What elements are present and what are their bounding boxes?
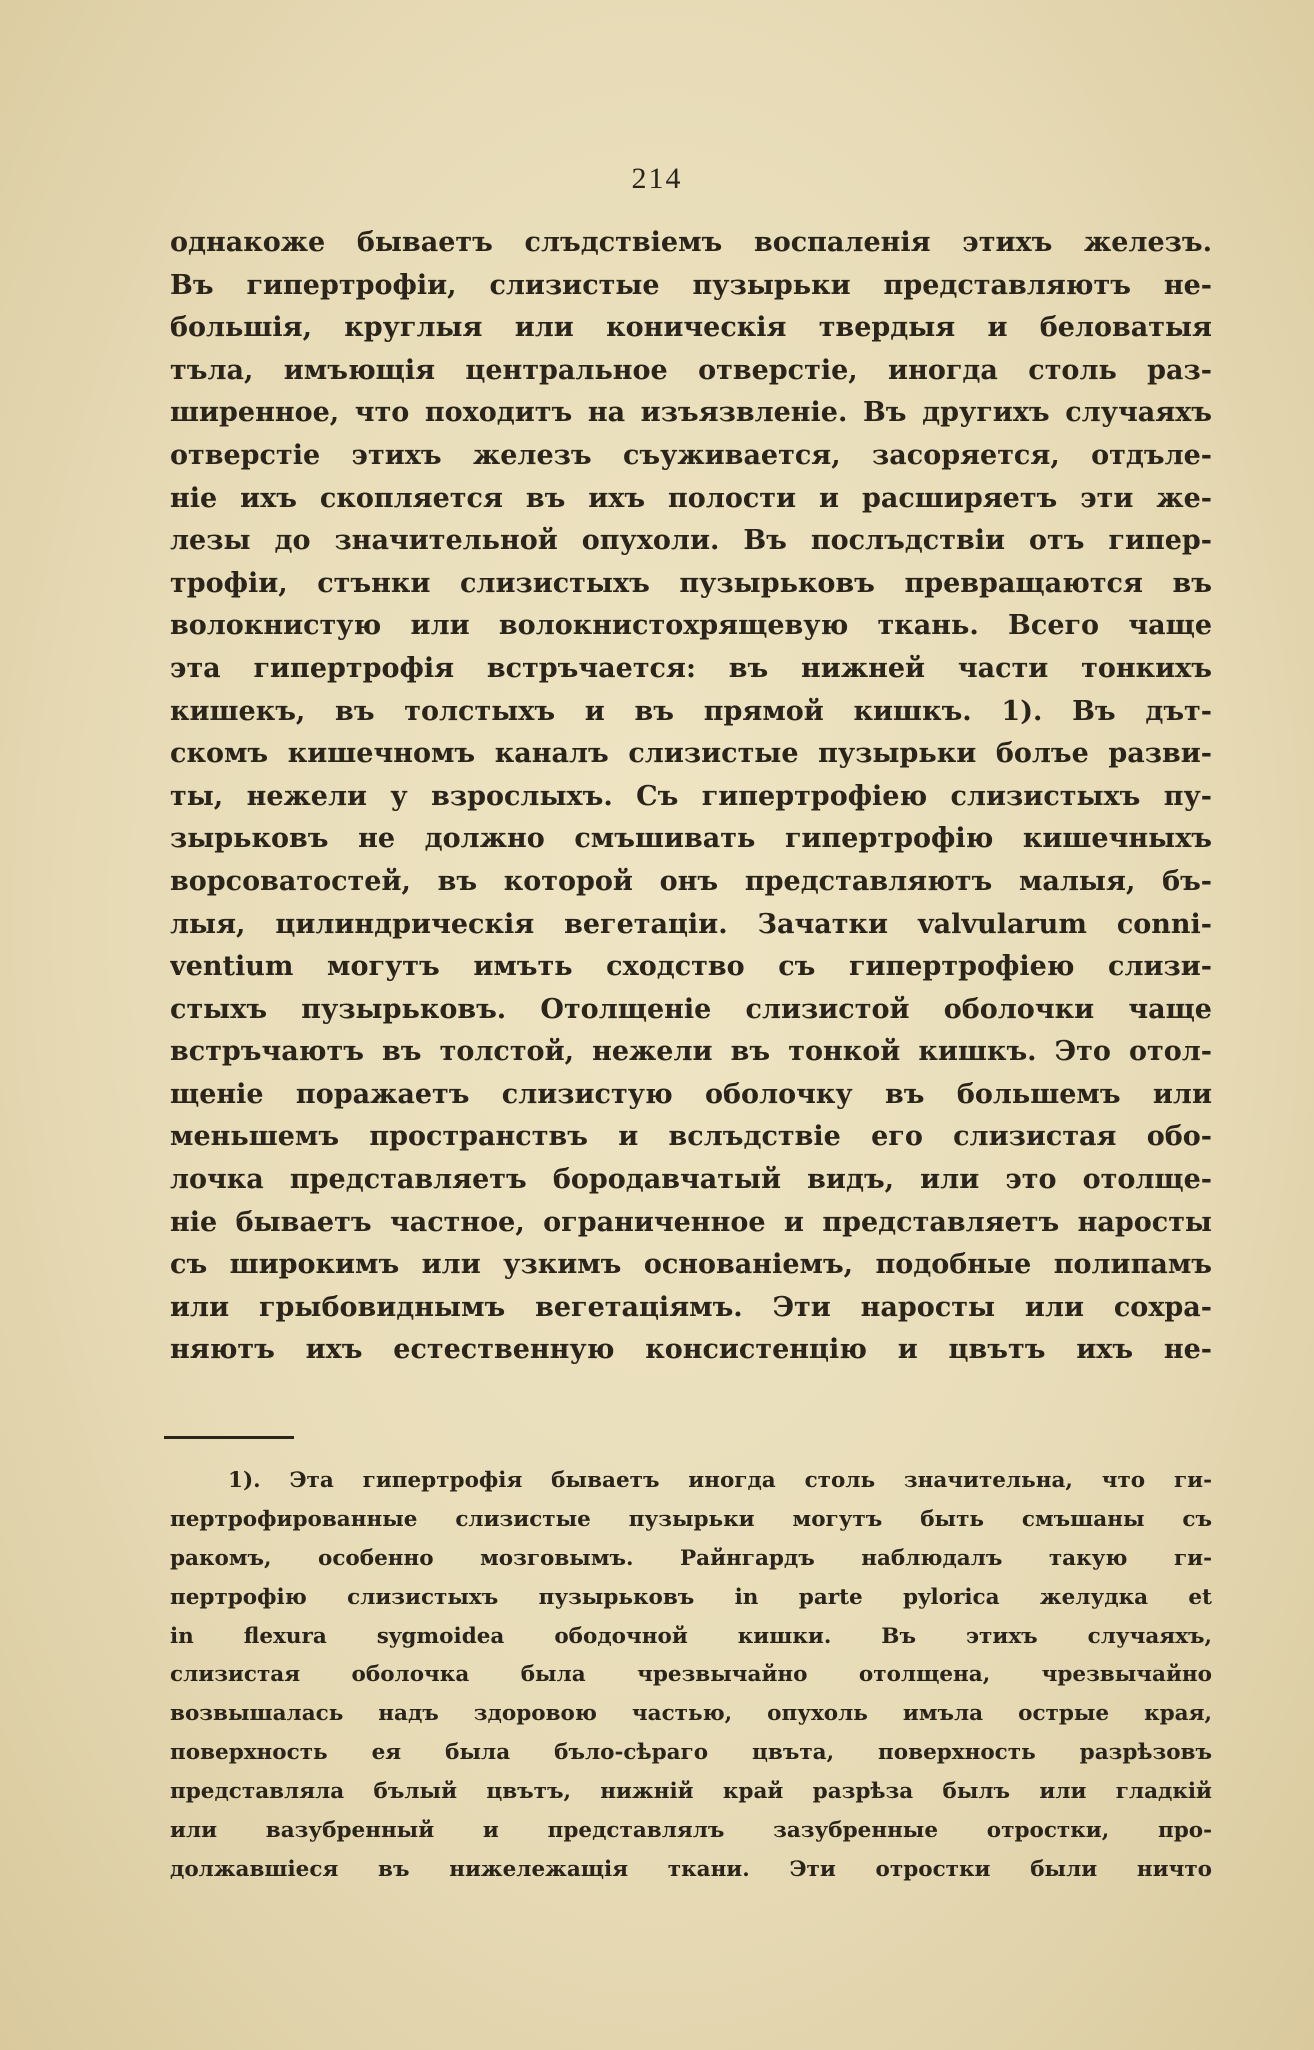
footnote-line: ракомъ, особенно мозговымъ. Райнгардъ наблюдалъ такую ги- [170, 1545, 1212, 1571]
footnote-line: возвышалась надъ здоровою частью, опухоль имъла острые края, [170, 1701, 1212, 1727]
text-line: Въ гипертрофіи, слизистые пузырьки представляютъ не- [170, 269, 1212, 301]
footnote-line: in flexura sygmoidea ободочной кишки. Въ этихъ случаяхъ, [170, 1623, 1212, 1649]
footnote-line: должавшіеся въ нижележащія ткани. Эти отростки были ничто [170, 1856, 1212, 1882]
footnote-line: поверхность ея была бъло-сѣраго цвъта, поверхность разрѣзовъ [170, 1740, 1212, 1766]
footnote-line: слизистая оболочка была чрезвычайно отолщена, чрезвычайно [170, 1662, 1212, 1688]
text-line: щеніе поражаетъ слизистую оболочку въ большемъ или [170, 1078, 1212, 1110]
footnote-line: пертрофію слизистыхъ пузырьковъ in parte pylorica желудка et [170, 1584, 1212, 1610]
text-line: большія, круглыя или коническія твердыя и беловатыя [170, 312, 1212, 344]
text-line: стыхъ пузырьковъ. Отолщеніе слизистой оболочки чаще [170, 993, 1212, 1025]
text-line: ты, нежели у взрослыхъ. Съ гипертрофіею слизистыхъ пу- [170, 780, 1212, 812]
text-line: скомъ кишечномъ каналъ слизистые пузырьки болъе разви- [170, 738, 1212, 770]
text-line: ширенное, что походитъ на изъязвленіе. Въ другихъ случаяхъ [170, 397, 1212, 429]
text-line: ворсоватостей, въ которой онъ представляютъ малыя, бъ- [170, 865, 1212, 897]
text-line: лезы до значительной опухоли. Въ послъдствіи отъ гипер- [170, 525, 1212, 557]
text-line: отверстіе этихъ железъ съуживается, засоряется, отдъле- [170, 439, 1212, 471]
text-line: лыя, цилиндрическія вегетаціи. Зачатки valvularum conni- [170, 908, 1212, 940]
page-number: 214 [631, 162, 683, 195]
text-line: эта гипертрофія встръчается: въ нижней части тонкихъ [170, 652, 1212, 684]
text-line: ventium могутъ имъть сходство съ гипертрофіею слизи- [170, 951, 1212, 983]
main-text [170, 222, 1212, 1372]
text-line: зырьковъ не должно смъшивать гипертрофію кишечныхъ [170, 823, 1212, 855]
text-line: ніе бываетъ частное, ограниченное и представляетъ наросты [170, 1206, 1212, 1238]
footnote [170, 1462, 1212, 1890]
footnote-line: представляла бълый цвътъ, нижній край разрѣза былъ или гладкій [170, 1779, 1212, 1805]
text-line: встръчаютъ въ толстой, нежели въ тонкой кишкъ. Это отол- [170, 1036, 1212, 1068]
text-line: съ широкимъ или узкимъ основаніемъ, подобные полипамъ [170, 1249, 1212, 1281]
text-line: меньшемъ пространствъ и вслъдствіе его слизистая обо- [170, 1121, 1212, 1153]
footnote-line: пертрофированные слизистые пузырьки могутъ быть смъшаны съ [170, 1506, 1212, 1532]
text-line: или грыбовиднымъ вегетаціямъ. Эти наросты или сохра- [170, 1291, 1212, 1323]
footnote-line: 1). Эта гипертрофія бываетъ иногда столь значительна, что ги- [228, 1468, 1212, 1493]
text-line: лочка представляетъ бородавчатый видъ, или это отолще- [170, 1164, 1212, 1196]
text-line: тъла, имъющія центральное отверстіе, иногда столь раз- [170, 354, 1212, 386]
text-line: однакожe бываетъ слъдствіемъ воспаленія этихъ железъ. [170, 227, 1212, 258]
footnote-divider [164, 1436, 294, 1439]
text-line: трофіи, стънки слизистыхъ пузырьковъ превращаются въ [170, 567, 1212, 599]
text-line: волокнистую или волокнистохрящевую ткань. Всего чаще [170, 610, 1212, 642]
text-line: кишекъ, въ толстыхъ и въ прямой кишкъ. 1). Въ дът- [170, 695, 1212, 727]
text-line: няютъ ихъ естественную консистенцію и цвътъ ихъ не- [170, 1334, 1212, 1366]
footnote-line: или вазубренный и представлялъ зазубренные отростки, про- [170, 1818, 1212, 1844]
text-line: ніе ихъ скопляется въ ихъ полости и расширяетъ эти же- [170, 482, 1212, 514]
